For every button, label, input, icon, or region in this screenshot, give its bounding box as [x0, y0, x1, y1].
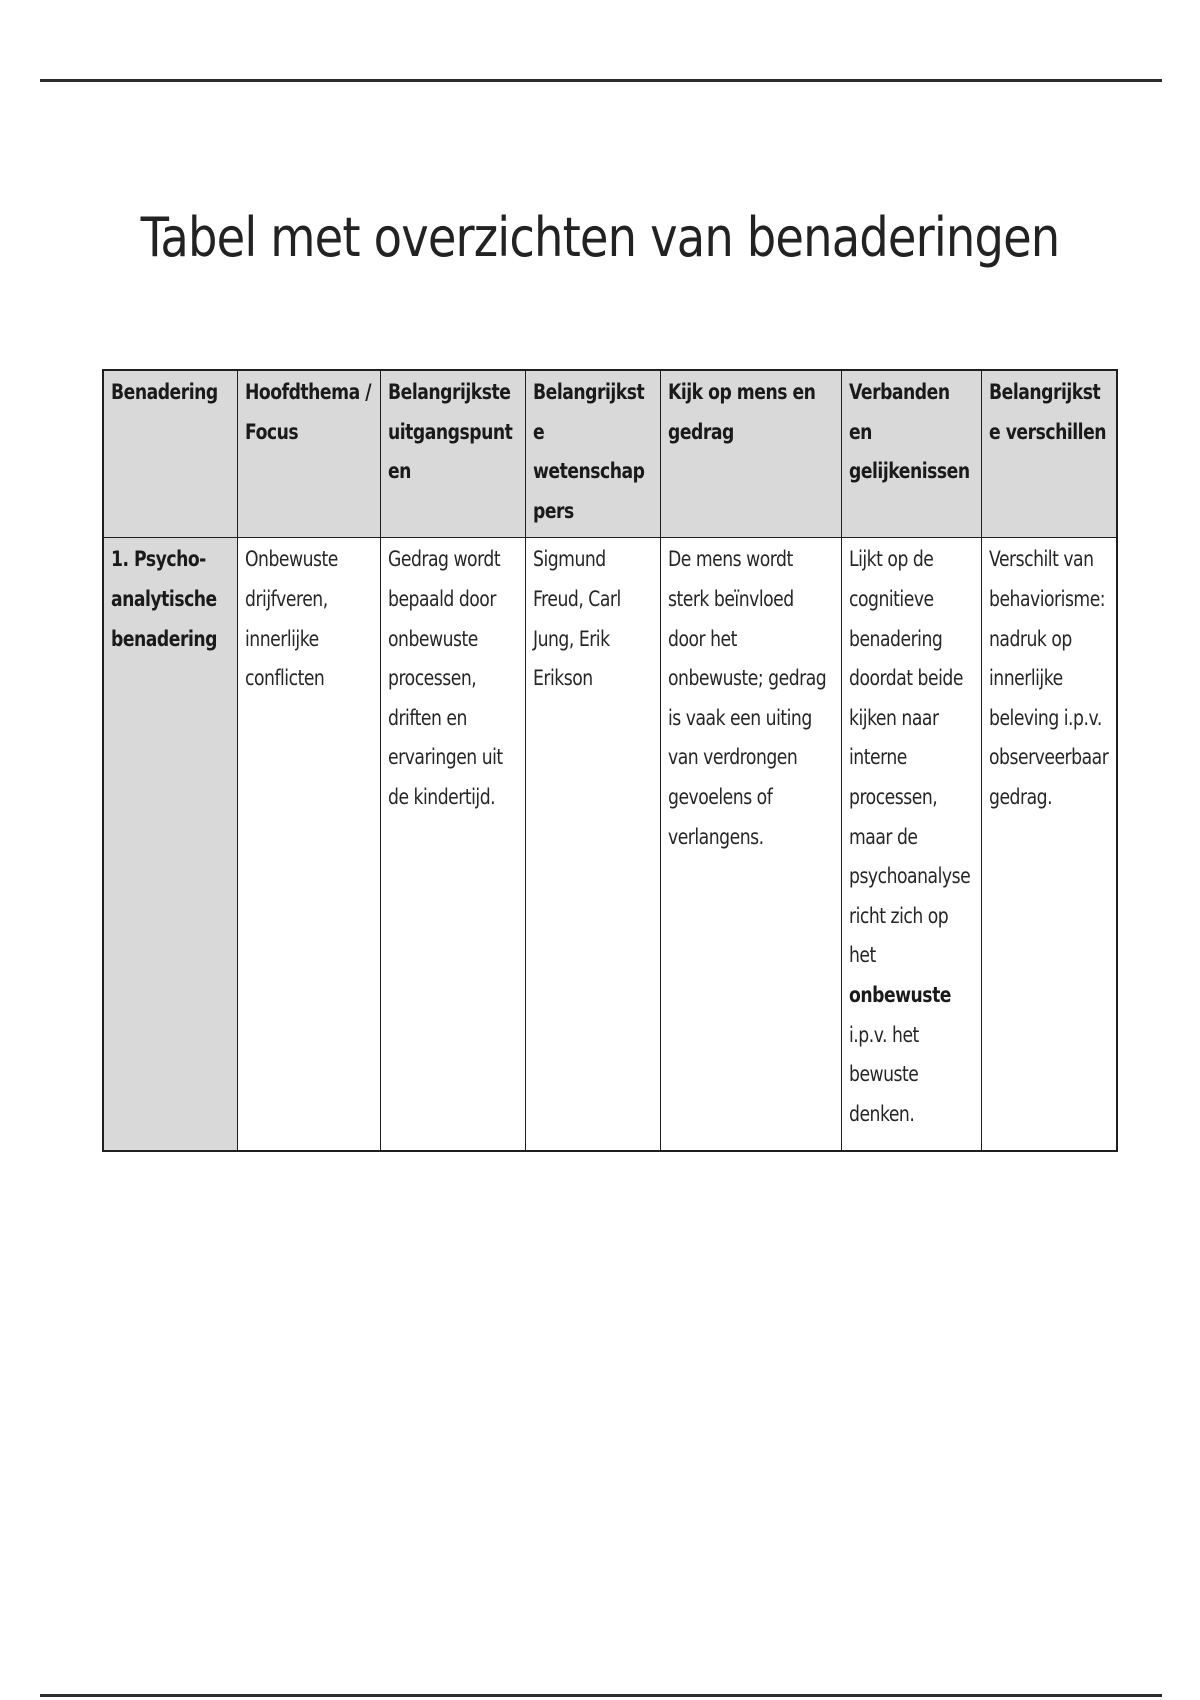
page-title: Tabel met overzichten van benaderingen	[140, 206, 1060, 269]
cell-focus: Onbewuste drijfveren, innerlijke conflicten	[237, 538, 380, 1152]
cell-benadering: 1. Psycho-analytische benadering	[103, 538, 237, 1152]
verbanden-text-after: i.p.v. het bewuste denken.	[848, 1022, 919, 1126]
bottom-rule	[40, 1694, 1162, 1697]
approaches-table	[102, 369, 1118, 1152]
verbanden-bold-term: onbewuste	[848, 982, 951, 1007]
header-cell-kijk: Kijk op mens en gedrag	[660, 370, 841, 538]
header-cell-wetenschappers: Belangrijkste wetenschappers	[525, 370, 660, 538]
cell-uitgangspunten: Gedrag wordt bepaald door onbewuste processen, driften en ervaringen uit de kindertijd.	[380, 538, 525, 1152]
header-cell-focus: Hoofdthema / Focus	[237, 370, 380, 538]
header-cell-verbanden: Verbanden en gelijkenissen	[841, 370, 981, 538]
table-row	[103, 538, 1117, 1152]
header-cell-verschillen: Belangrijkste verschillen	[981, 370, 1117, 538]
verbanden-text-before: Lijkt op de cognitieve benadering doordat beide kijken naar interne processen, maar de psychoanalyse richt zich op het	[848, 547, 970, 968]
top-rule	[40, 79, 1162, 82]
cell-verschillen: Verschilt van behaviorisme: nadruk op innerlijke beleving i.p.v. observeerbaar gedrag.	[981, 538, 1117, 1152]
table-header-row	[103, 370, 1117, 538]
cell-kijk: De mens wordt sterk beïnvloed door het onbewuste; gedrag is vaak een uiting van verdrongen gevoelens of verlangens.	[660, 538, 841, 1152]
header-cell-uitgangspunten: Belangrijkste uitgangspunten	[380, 370, 525, 538]
cell-verbanden	[841, 538, 981, 1152]
cell-wetenschappers: Sigmund Freud, Carl Jung, Erik Erikson	[525, 538, 660, 1152]
header-cell-benadering: Benadering	[103, 370, 237, 538]
